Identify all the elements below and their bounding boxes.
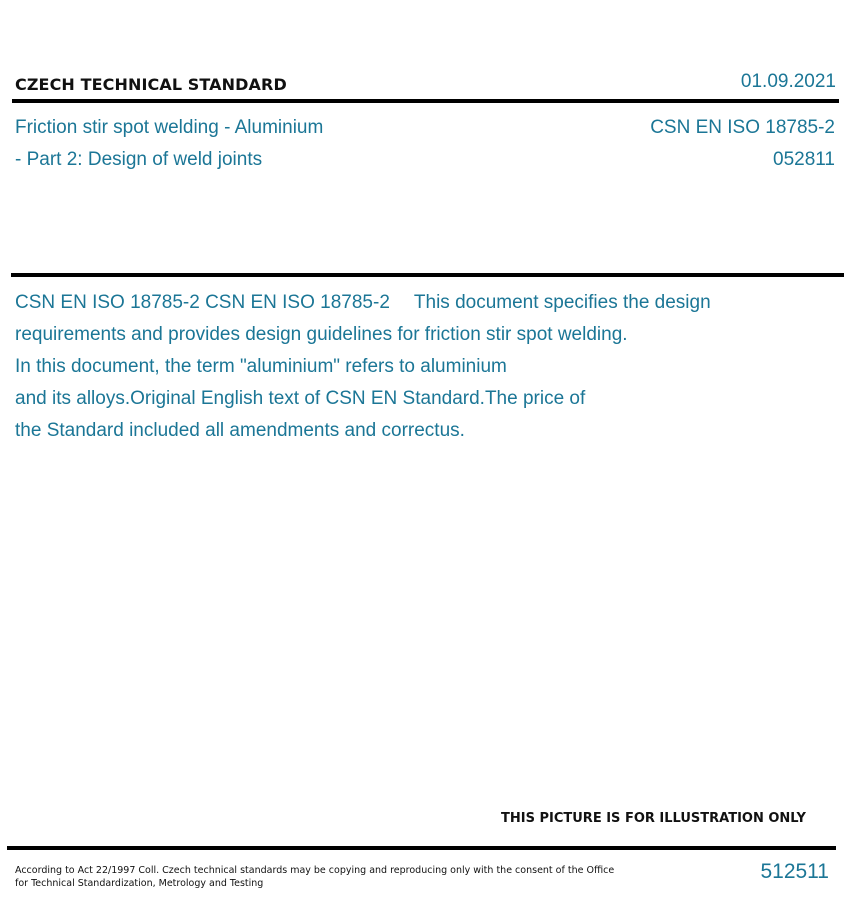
description-line: In this document, the term "aluminium" refers to aluminium bbox=[15, 356, 507, 377]
standard-code: CSN EN ISO 18785-2 bbox=[650, 117, 835, 138]
standard-title-line2: - Part 2: Design of weld joints bbox=[15, 149, 263, 170]
catalog-number: 052811 bbox=[773, 149, 835, 170]
footer-divider bbox=[7, 846, 836, 850]
description-line: requirements and provides design guidelines for friction stir spot welding. bbox=[15, 324, 628, 345]
legal-notice-line1: According to Act 22/1997 Coll. Czech technical standards may be copying and reproducing only with the consent of the Office bbox=[15, 865, 615, 876]
description-line bbox=[15, 287, 845, 319]
section-divider bbox=[11, 273, 844, 277]
illustration-disclaimer: THIS PICTURE IS FOR ILLUSTRATION ONLY bbox=[501, 811, 806, 826]
footer-number: 512511 bbox=[760, 860, 829, 883]
document-type-label: CZECH TECHNICAL STANDARD bbox=[15, 75, 287, 94]
legal-notice bbox=[15, 864, 614, 890]
publication-date: 01.09.2021 bbox=[740, 71, 836, 92]
header-divider bbox=[12, 99, 839, 103]
description-text: This document specifies the design bbox=[413, 292, 711, 313]
legal-notice-line2: for Technical Standardization, Metrology and Testing bbox=[15, 878, 264, 889]
description-block bbox=[15, 287, 845, 447]
description-codes: CSN EN ISO 18785-2 CSN EN ISO 18785-2 bbox=[15, 292, 390, 313]
description-line: the Standard included all amendments and correctus. bbox=[15, 420, 465, 441]
standard-title-line1: Friction stir spot welding - Aluminium bbox=[15, 117, 324, 138]
description-line: and its alloys.Original English text of CSN EN Standard.The price of bbox=[15, 388, 586, 409]
